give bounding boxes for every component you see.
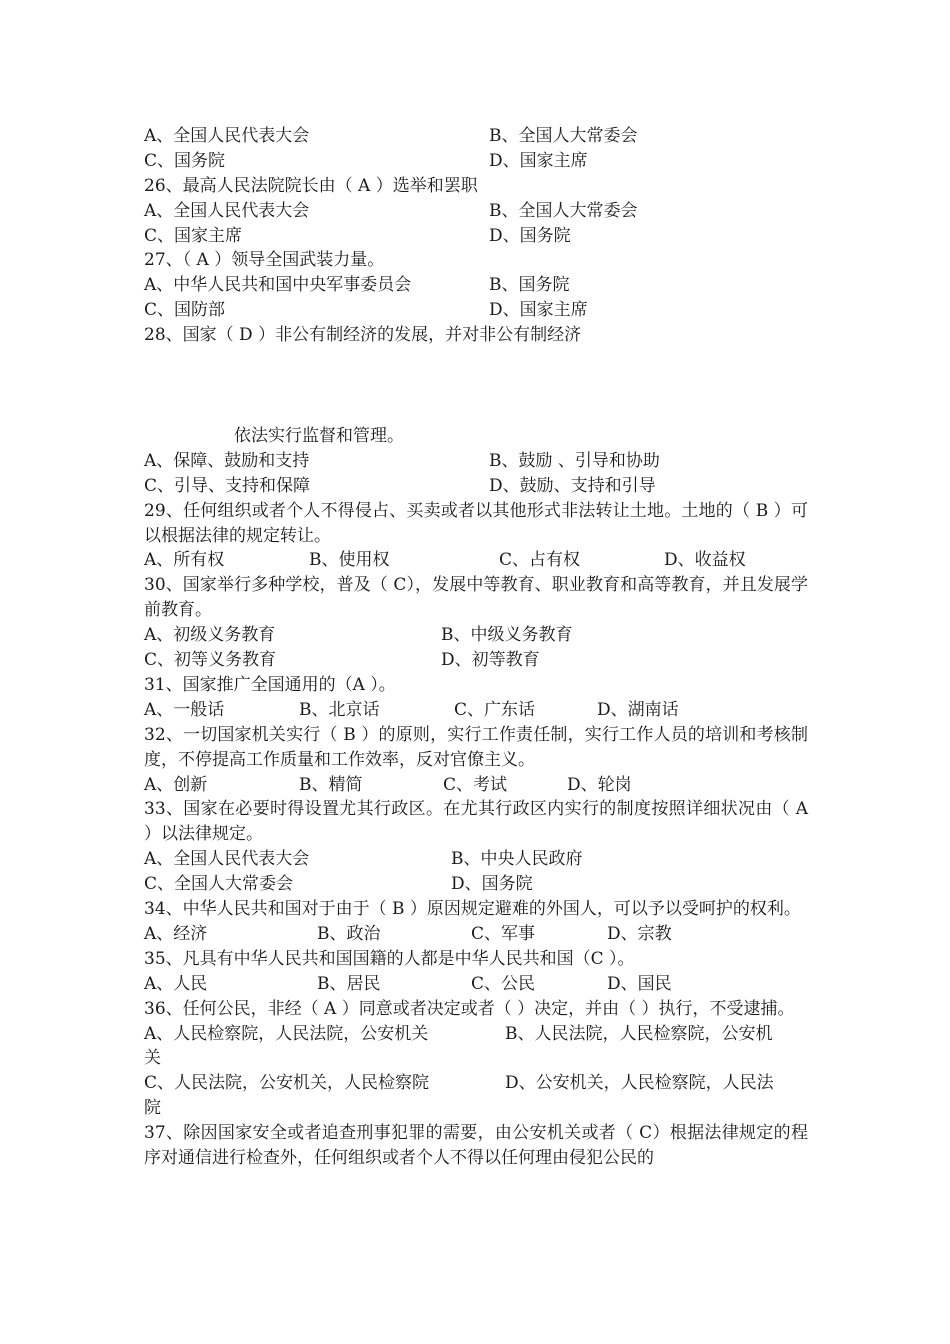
options-row bbox=[0, 149, 950, 174]
answer-option: B、北京话 bbox=[299, 699, 380, 720]
answer-option: C、公民 bbox=[471, 973, 536, 994]
options-row bbox=[0, 1046, 950, 1071]
answer-option: A、全国人民代表大会 bbox=[144, 126, 310, 146]
options-row bbox=[0, 124, 950, 149]
answer-option: A、创新 bbox=[144, 774, 208, 795]
question-text bbox=[0, 174, 950, 199]
answer-option: B、居民 bbox=[317, 973, 381, 994]
options-row bbox=[0, 698, 950, 723]
question-text: 36、任何公民，非经（ A ）同意或者决定或者（ ）决定，并由（ ）执行，不受逮捕。 bbox=[144, 998, 795, 1019]
answer-option: B、政治 bbox=[317, 923, 381, 944]
answer-option: A、一般话 bbox=[144, 699, 225, 720]
options-row bbox=[0, 872, 950, 897]
options-row bbox=[0, 224, 950, 249]
question-text bbox=[0, 947, 950, 972]
answer-option: C、广东话 bbox=[454, 699, 536, 720]
options-row bbox=[0, 1071, 950, 1096]
question-block-top bbox=[0, 124, 950, 348]
answer-option: D、国务院 bbox=[489, 225, 571, 246]
answer-option: D、国务院 bbox=[451, 874, 533, 895]
answer-option: B、中央人民政府 bbox=[451, 849, 583, 870]
answer-option: A、中华人民共和国中央军事委员会 bbox=[144, 275, 412, 296]
answer-option: C、军事 bbox=[471, 923, 536, 944]
answer-option: C、人民法院，公安机关，人民检察院 bbox=[144, 1073, 430, 1094]
answer-option: B、全国人大常委会 bbox=[489, 200, 638, 221]
answer-option: A、初级义务教育 bbox=[144, 625, 276, 646]
answer-option: A、全国人民代表大会 bbox=[144, 200, 310, 221]
answer-option: B、国务院 bbox=[489, 275, 570, 296]
question-text: 33、国家在必要时得设置尤其行政区。在尤其行政区内实行的制度按照详细状况由（ A ）以法律规定。 bbox=[144, 799, 808, 845]
question-line: 27、（ A ）领导全国武装力量。 bbox=[144, 250, 385, 271]
answer-option: D、初等教育 bbox=[441, 650, 540, 671]
question-text bbox=[0, 673, 950, 698]
answer-option: C、国家主席 bbox=[144, 225, 243, 246]
options-row bbox=[0, 449, 950, 474]
options-row bbox=[0, 773, 950, 798]
answer-option: C、初等义务教育 bbox=[144, 650, 277, 671]
answer-option: D、公安机关，人民检察院，人民法 bbox=[505, 1073, 774, 1094]
answer-option: A、保障、鼓励和支持 bbox=[144, 450, 310, 471]
answer-option: A、人民检察院，人民法院，公安机关 bbox=[144, 1023, 429, 1044]
question-line: 26、最高人民法院院长由（ A ）选举和罢职 bbox=[144, 175, 478, 196]
question-text: 29、任何组织或者个人不得侵占、买卖或者以其他形式非法转让土地。土地的（ B ）可以根据法律的规定转让。 bbox=[144, 500, 808, 546]
question-line: 依法实行监督和管理。 bbox=[234, 426, 404, 446]
answer-option: B、人民法院，人民检察院，公安机 bbox=[505, 1023, 773, 1044]
answer-option: B、中级义务教育 bbox=[441, 625, 573, 646]
question-text: 34、中华人民共和国对于由于（ B ）原因规定避难的外国人，可以予以受呵护的权利。 bbox=[144, 899, 801, 920]
question-continuation bbox=[0, 424, 950, 449]
options-row bbox=[0, 648, 950, 673]
answer-option: C、占有权 bbox=[499, 550, 581, 571]
question-line: 28、国家（ D ）非公有制经济的发展，并对非公有制经济 bbox=[144, 325, 582, 346]
answer-option: C、引导、支持和保障 bbox=[144, 475, 311, 496]
answer-option: D、鼓励、支持和引导 bbox=[489, 475, 656, 496]
question-line: 31、国家推广全国通用的（A ）。 bbox=[144, 674, 396, 695]
answer-option: 院 bbox=[144, 1098, 161, 1119]
answer-option: A、人民 bbox=[144, 973, 208, 994]
answer-option: A、经济 bbox=[144, 923, 208, 944]
answer-option: C、考试 bbox=[443, 774, 508, 795]
options-row bbox=[0, 199, 950, 224]
answer-option: B、精简 bbox=[299, 774, 363, 795]
question-line: 35、凡具有中华人民共和国国籍的人都是中华人民共和国（C ）。 bbox=[144, 948, 635, 969]
answer-option: B、使用权 bbox=[309, 550, 390, 571]
options-row bbox=[0, 474, 950, 499]
answer-option: B、全国人大常委会 bbox=[489, 126, 638, 146]
options-row bbox=[0, 922, 950, 947]
options-row bbox=[0, 1096, 950, 1121]
options-row bbox=[0, 298, 950, 323]
question-text: 32、一切国家机关实行（ B ）的原则，实行工作责任制，实行工作人员的培训和考核制度，不停提高工作质量和工作效率，反对官僚主义。 bbox=[144, 724, 808, 770]
answer-option: D、国家主席 bbox=[489, 150, 588, 171]
question-text bbox=[0, 248, 950, 273]
question-block-bottom bbox=[0, 424, 950, 1171]
answer-option: A、全国人民代表大会 bbox=[144, 849, 310, 870]
question-text: 37、除因国家安全或者追查刑事犯罪的需要，由公安机关或者（ C）根据法律规定的程序对通信进行检查外，任何组织或者个人不得以任何理由侵犯公民的 bbox=[144, 1123, 808, 1168]
options-row bbox=[0, 623, 950, 648]
options-row bbox=[0, 273, 950, 298]
answer-option: 关 bbox=[144, 1048, 161, 1069]
answer-option: D、国民 bbox=[607, 973, 672, 994]
answer-option: D、收益权 bbox=[664, 550, 746, 571]
question-text: 30、国家举行多种学校，普及（ C），发展中等教育、职业教育和高等教育，并且发展学前教育。 bbox=[144, 575, 808, 621]
options-row bbox=[0, 972, 950, 997]
answer-option: C、国务院 bbox=[144, 150, 226, 171]
answer-option: D、湖南话 bbox=[597, 699, 679, 720]
answer-option: B、鼓励 、引导和协助 bbox=[489, 450, 660, 471]
answer-option: A、所有权 bbox=[144, 550, 225, 571]
options-row bbox=[0, 1022, 950, 1047]
answer-option: C、全国人大常委会 bbox=[144, 874, 294, 895]
answer-option: D、轮岗 bbox=[567, 774, 632, 795]
options-row bbox=[0, 847, 950, 872]
answer-option: C、国防部 bbox=[144, 300, 226, 321]
question-text bbox=[0, 323, 950, 348]
answer-option: D、国家主席 bbox=[489, 300, 588, 321]
options-row bbox=[0, 548, 950, 573]
answer-option: D、宗教 bbox=[607, 923, 672, 944]
